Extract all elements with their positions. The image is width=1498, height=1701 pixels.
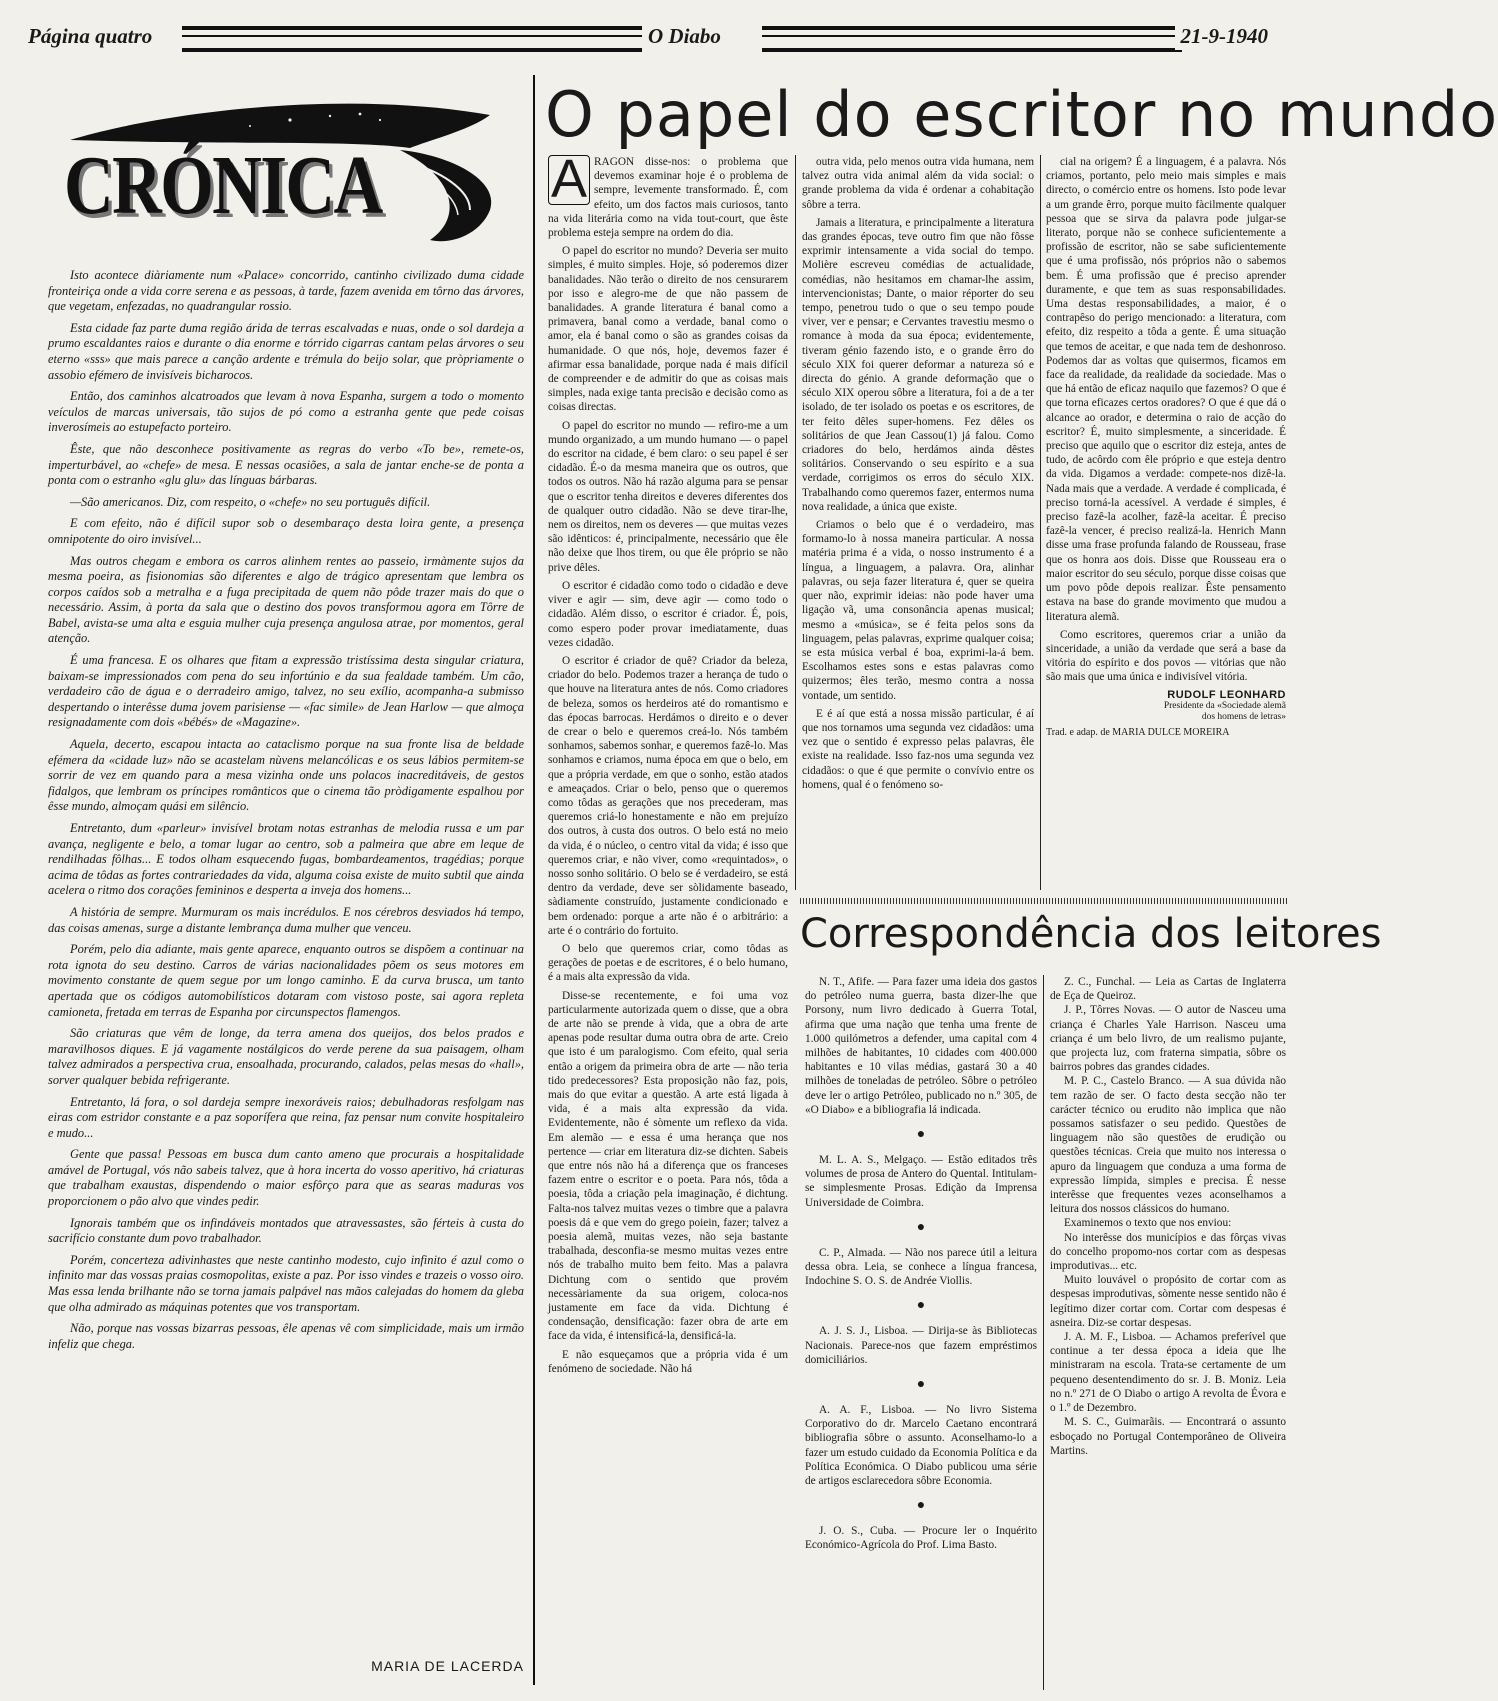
paragraph: A. J. S. J., Lisboa. — Dirija-se às Bibliotecas Nacionais. Parece-nos que fazem empréstimos domiciliários.	[805, 1325, 1037, 1366]
paragraph: O papel do escritor no mundo — refiro-me a um mundo organizado, a um mundo humano — o papel do escritor na cidade, é bem claro: o seu papel é ser cidadão. É-o da mesma maneira que os outros, que todos os outros. Não há razão alguma para se pensar que o escritor tenha direitos e deveres diferentes dos de qualquer outro cidadão. Não se deve tirar-lhe, nem os direitos, nem os deveres — que muitas vezes são idênticos: é, principalmente, necessário que êle não deixe que lhos tirem, ou que êle próprio se não prive dêles.	[548, 419, 788, 574]
paragraph: Entretanto, lá fora, o sol dardeja sempre inexoráveis raios; debulhadoras resfolgam nas eiras com estridor constante e a paz soporífera que reina, faz pensar num convite hospitaleiro e mudo...	[48, 1094, 524, 1140]
signature-name: RUDOLF LEONHARD	[1167, 688, 1286, 701]
paragraph: A. A. F., Lisboa. — No livro Sistema Corporativo do dr. Marcelo Caetano encontrará bibliografia sôbre o assunto. Aconselhamo-lo a fazer um estudo cuidado da Economia Política e da Política Económica. O Diabo publicou uma série de artigos esclarecedora sôbre Economia.	[805, 1404, 1037, 1488]
paragraph: C. P., Almada. — Não nos parece útil a leitura dessa obra. Leia, se conhece a língua francesa, Indochine S. O. S. de Andrée Viollis.	[805, 1246, 1037, 1288]
paragraph: São criaturas que vêm de longe, da terra amena dos queijos, dos belos prados e maravilhosos diques. E já vagamente nostálgicos do verde perene da sua paisagem, olham talvez admirados a perspectiva crua, ensoalhada, procurando, calados, pelas mesas do «hall», sorver qualquer bebida refrigerante.	[48, 1026, 524, 1087]
paragraph: E é aí que está a nossa missão particular, é aí que nos tornamos uma segunda vez cidadãos: uma vez que o sentido é expresso pelas palavras, êle existe na realidade. Isso faz-nos uma segunda vez cidadãos: o que é que permite o convívio entre os homens, qual é o fenómeno so-	[802, 707, 1034, 791]
article-title: O papel do escritor no mundo	[545, 78, 1498, 151]
cronica-author: MARIA DE LACERDA	[371, 1658, 524, 1674]
paragraph: Z. C., Funchal. — Leia as Cartas de Inglaterra de Eça de Queiroz.	[1050, 976, 1286, 1003]
paragraph: O belo que queremos criar, como tôdas as gerações de poetas e de escritores, é o belo humano, é a mais alta expressão da vida.	[548, 942, 788, 984]
paragraph: Mas outros chegam e embora os carros alinhem rentes ao passeio, irmàmente sujos da mesma poeira, as fisionomias são diferentes e algo de trágico apresentam que lembra os corpos caídos sob a metralha e a fuga precipitada de quem não pôde trazer mais do que o necessário. Assim, à porta da sala que o destino dos povos transformou agora em Tôrre de Babel, avista-se uma alta e esguia mulher cuja presença angulosa atrae, por momentos, geral atenção.	[48, 553, 524, 646]
translation-credit: Trad. e adap. de MARIA DULCE MOREIRA	[1046, 726, 1230, 738]
paragraph: M. L. A. S., Melgaço. — Estão editados três volumes de prosa de Antero do Quental. Intitulam-se simplesmente Prosas. Edição da Imprensa Universidade de Coimbra.	[805, 1154, 1037, 1209]
paragraph: Ignorais também que os infindáveis montados que atravessastes, são férteis à custa do sacrifício constante dum povo trabalhador.	[48, 1215, 524, 1246]
header-rule-left	[182, 26, 642, 52]
lead-text: RAGON disse-nos: o problema que devemos examinar hoje é o problema de sempre, levemente transformado. É, com efeito, um dos factos mais curiosos, tanto na vida literária como na vida tout-court, que êste problema esteja sempre na ordem do dia.	[548, 156, 788, 240]
article-col-2	[802, 155, 1034, 890]
paragraph: N. T., Afife. — Para fazer uma ideia dos gastos do petróleo numa guerra, basta dizer-lhe que Porsony, num livro dedicado à Guerra Total, afirma que uma nação que tenha uma frente de 1.000 quilómetros a defender, uma capital com 4 milhões de habitantes, 10 cidades com 400.000 habitantes e 10 vilas médias, gastará 30 a 40 milhões de toneladas de petróleo. Sôbre o petróleo deve ler o artigo Petróleo, publicado no n.º 305, de «O Diabo» e a bibliografia lá indicada.	[805, 976, 1037, 1116]
paragraph: Esta cidade faz parte duma região árida de terras escalvadas e nuas, onde o sol dardeja a prumo escaldantes raios e durante o dia enorme e tórrido cigarras cantam pelas árvores o seu eterno «sss» que mais parece a canção ardente e trémula do beijo solar, que pròpriamente o assobio efémero de invisíveis bicharocos.	[48, 320, 524, 382]
paragraph: outra vida, pelo menos outra vida humana, nem talvez outra vida animal além da vida social: o grande problema da vida é ordenar a cohabitação sôbre a terra.	[802, 156, 1034, 211]
paragraph: Êste, que não desconhece positivamente as regras do verbo «To be», remete-os, imperturbável, ao «chefe» de mesa. E nessas ocasiões, a sala de jantar enche-se de ponta a ponta com o estranho «glu glu» das línguas bárbaras.	[48, 441, 524, 488]
paragraph: Criamos o belo que é o verdadeiro, mas formamo-lo à nossa maneira particular. A nossa matéria prima é a vida, o nosso instrumento é a língua, a linguagem, a palavra. Ora, alinhar palavras, ou seja fazer literatura é, quer se queira quer não, exprimir ideias: não pode haver uma ligação vã, uma consonância apenas musical; mesmo a «música», se é feita pelos sons da linguagem, pelas palavras, exprime qualquer coisa; se esta música verbal é boa, exprimi-la-á bem. Escolhamos estes sons e estas palavras como quizermos; êles terão, mesmo contra a nossa vontade, um sentido.	[802, 519, 1034, 702]
paragraph: Gente que passa! Pessoas em busca dum canto ameno que procurais a hospitalidade amável de Portugal, vós não sabeis talvez, que à hora incerta do vosso aperitivo, há criaturas que trabalham exaustas, dispendendo o maior esfôrço para que as searas maduras vos proporcionem o pão alvo que vindes pedir.	[48, 1147, 524, 1209]
section-separator	[800, 898, 1288, 904]
correspondence-col-left	[805, 975, 1037, 1690]
paragraph: Isto acontece diàriamente num «Palace» concorrido, cantinho civilizado duma cidade fronteiriça onde a vida corre serena e as pessoas, à tarde, fazem avenida em tôrno das árvores, que vegetam, enfezadas, no quadrangular rossio.	[48, 268, 524, 314]
signature-role-1: Presidente da «Sociedade alemã	[1163, 700, 1286, 711]
paragraph: Examinemos o texto que nos enviou:	[1064, 1217, 1232, 1230]
drop-cap: A	[548, 155, 590, 205]
paragraph: O escritor é criador de quê? Criador da beleza, criador do belo. Podemos trazer a herança de tudo o que houve na literatura antes de nós. Como criadores de beleza, somos os herdeiros até do romantismo e das épocas barrocas. Herdámos o direito e o dever de crear o belo e queremos creá-lo. Nós também sonhamos, sabemos sonhar, e queremos fazê-lo. Mas sonhamos e criamos, numa época em que o belo, em que a própria verdade, em que o sonho, estão atados e ameaçados. Criar o belo, penso que o queremos como tôdas as gerações que nos precederam, mas queremos criá-lo honestamente e não em prejuízo dos outros, à custa dos outros. O belo está no meio da vida, é o núcleo, o centro vital da vida; é isso que queremos criar, e não viver, como «requintados», o nosso sonho solitário. O belo se é verdadeiro, se está dentro da verdade, deve ser sòlidamente baseado, sàdiamente construído, justamente condicionado e bem ordenado: porque a arte não é o arbitrário: a arte é o contrário do fortuito.	[548, 654, 788, 937]
correspondence-title: Correspondência dos leitores	[800, 911, 1382, 957]
paragraph: Como escritores, queremos criar a união da sinceridade, a união da verdade que será a base da vitória do espírito e dos povos — vitórias que não são mais que uma única e indivisível vitória.	[1046, 628, 1286, 684]
paragraph: Entretanto, dum «parleur» invisível brotam notas estranhas de melodia russa e um par avança, negligente e belo, a tomar lugar ao centro, sob a palmeira que abre em leque de rendilhadas fôlhas... E todos olham esquecendo fugas, bombardeamentos, tragédias; porque acima de tôdas as fortes contrariedades da vida, alguma coisa existe de muito subtil que ainda acelera o ritmo dos corações femininos e desperta a inveja dos homens...	[48, 821, 524, 898]
page-number: Página quatro	[22, 22, 158, 50]
paragraph: —São americanos. Diz, com respeito, o «chefe» no seu português difícil.	[70, 494, 431, 509]
paragraph: No interêsse dos municípios e das fôrças vivas do concelho propomo-nos cortar com as despesas improdutivas... etc.	[1050, 1231, 1286, 1273]
paragraph: O papel do escritor no mundo? Deveria ser muito simples, é muito simples. Hoje, só poderemos dizer banalidades. Não terão o direito de nos censurarem por isso e alegro-me de que não passem de banalidades. A grande literatura é banal como a primavera, banal como a verdade, banal como o amor, ela é banal como o são as grandes coisas da humanidade. O que nós, hoje, devemos fazer é afirmar essa banalidade, porque nada é mais difícil de compreender e de admitir do que as coisas mais simples, nada exige tanta precisão e decisão como as coisas directas.	[548, 245, 788, 414]
paragraph: Porém, concerteza adivinhastes que neste cantinho modesto, cujo infinito é azul como o infinito mar das vossas praias cosmopolitas, existe a paz. Por isso vindes e trazeis o vosso oiro. Mas essa lenda brilhante não se torna jamais palpável nas mãos calejadas do homem da gleba que olha admirado as máquinas potentes que vos transportam.	[48, 1252, 524, 1314]
paragraph: J. A. M. F., Lisboa. — Achamos preferível que continue a ter dessa época a ideia que lhe ministraram na escola. Trata-se certamente de um pequeno desentendimento do sr. J. B. Moniz. Leia no n.º 271 de O Diabo o artigo A revolta de Évora e o 1.º de Dezembro.	[1050, 1331, 1286, 1415]
paragraph: J. O. S., Cuba. — Procure ler o Inquérito Económico-Agrícola do Prof. Lima Basto.	[805, 1525, 1037, 1552]
correspondence-col-right	[1050, 975, 1286, 1690]
signature-role-2: dos homens de letras»	[1201, 711, 1286, 722]
separator-bullet-icon: ●	[916, 1377, 926, 1393]
masthead: O Diabo	[642, 22, 727, 50]
separator-bullet-icon: ●	[916, 1219, 926, 1235]
article-col-3	[1046, 155, 1286, 890]
paragraph: J. P., Tôrres Novas. — O autor de Nasceu uma criança é Charles Yale Harrison. Nasceu uma criança é um belo livro, de um realismo pujante, que projecta luz, com fraterna simpatia, sôbre os bairros pobres das grandes cidades.	[1050, 1004, 1286, 1074]
separator-bullet-icon: ●	[916, 1127, 926, 1143]
column-divider	[533, 75, 535, 1685]
header-rule-right	[762, 26, 1182, 52]
paragraph: cial na origem? É a linguagem, é a palavra. Nós criamos, portanto, pelo meio mais simples e mais directo, o comércio entre os homens. Isto pode levar a um grande êrro, porque muito fàcilmente qualquer pessoa que se sirva da palavra pode julgar-se literato, porque não se conhece suficientemente a profissão de escritor, não se sabe suficientemente que é uma profissão, nós próprios não o sabemos bem. É uma profissão que é preciso aprender duramente, e que tem as suas responsabilidades. Uma destas responsabilidades, a maior, é o contrapêso do perigo mencionado: a literatura, com efeito, diz respeito a tôda a gente. É uma situação que temos de aceitar, e que nada tem de deshonroso. Podemos dar as voltas que quisermos, ficamos em face da realidade, da realidade da sociedade. Mas o que há então de eficaz naquilo que fazemos? O que é que torna eficazes certos oradores? O que é que dá o alcance ao orador, e determina o raio de acção do escritor? É, muito simplesmente, a sinceridade. É preciso que aquilo que o escritor diz esteja, antes de tudo, de acôrdo com êle próprio e que esteja dentro da vida. Digamos a verdade: compete-nos dizê-la. Nada mais que a verdade. A verdade é complicada, é preciso torná-la acessível. A verdade é simples, é preciso fazê-la acolher, fazê-la aceitar. É preciso fazê-la vencer, é preciso realizá-la. Henrich Mann disse uma frase profunda falando de Rousseau, frase que os honra aos dois. Disse que Rousseau era o maior escritor do seu século, porque disse coisas que um povo pôde depois realizar. Êste pensamento estava na base do grande movimento que mudou a literatura alemã.	[1046, 156, 1286, 623]
separator-bullet-icon: ●	[916, 1298, 926, 1314]
paragraph: Jamais a literatura, e principalmente a literatura das grandes épocas, teve outro fim que não fôsse exprimir intensamente a vida social do tempo. Molière escreveu comédias de actualidade, comédias, não hesitamos em chamar-lhe assim, intervencionistas; Dante, o maior réporter do seu tempo, penetrou tudo o que o seu tempo poude viver, ver e pensar; e Cervantes travestiu mesmo o romance à moda da sua época; evidentemente, tiveram génio fazendo isto, e o grande êrro do século XIX foi querer deformar a natureza só e directa do génio. A grande deformação que o século XIX operou sôbre a literatura, foi a de a ter isolado, de ter isolado os poetas e os escritores, de ter feito dêles super-homens. Fez dêles os solitários de que Jean Cassou(1) já falou. Como criadores do belo, herdámos ainda dêstes solitários. Conservando o seu espírito e a sua verdade, corrigimos os erros do século XIX. Trabalhando como queremos fazer, entermos numa nova realidade, a única que existe.	[802, 216, 1034, 513]
paragraph: E com efeito, não é difícil supor sob o desembaraço desta loira gente, a presença omnipotente do oiro invisível...	[48, 516, 524, 546]
paragraph: E não esqueçamos que a própria vida é um fenómeno de sociedade. Não há	[548, 1348, 788, 1375]
paragraph: M. P. C., Castelo Branco. — A sua dúvida não tem razão de ser. O facto desta secção não ter carácter técnico ou erudito não implica que não possamos satisfazer o seu pedido. Questões de linguagem não são questões de erudição ou questões técnicas. Creia que muito nos interessa o apuro da linguagem que conduza a uma forma de expressão límpida, simples e precisa. É nesse interêsse que frequentes vezes aconselhamos a leitura dos nossos clássicos do humano.	[1050, 1075, 1286, 1216]
cronica-body	[48, 268, 524, 1358]
paragraph: Então, dos caminhos alcatroados que levam à nova Espanha, surgem a todo o momento veículos de marcas universais, tão sujos de pó como a estranha gente que pede coisas inverosímeis ao estupefacto porteiro.	[48, 389, 524, 435]
paragraph: Porém, pelo dia adiante, mais gente aparece, enquanto outros se dispõem a continuar na rota ignota do seu destino. Carros de várias nacionalidades põem os seus motores em movimento constante de quem segue por um longo caminho. E da curva brusca, um tanto apertada que os códigos automobilísticos dotaram com vistoso poste, sai agora repleta camioneta, fretada em terras de Espanha por circunspectos flamengos.	[48, 942, 524, 1019]
page-header	[22, 22, 1274, 52]
paragraph: M. S. C., Guimarãis. — Encontrará o assunto esboçado no Portugal Contemporâneo de Oliveira Martins.	[1050, 1416, 1286, 1457]
article-divider-1	[795, 155, 796, 890]
paragraph: O escritor é cidadão como todo o cidadão e deve viver e agir — sim, deve agir — como todo o cidadão. Além disso, o escritor é criador. É, pois, como espero poder provar imediatamente, duas vezes cidadão.	[548, 579, 788, 649]
paragraph: A história de sempre. Murmuram os mais incrédulos. E nos cérebros desviados há tempo, das coisas amenas, surge a distante lembrança duma mulher que venceu.	[48, 904, 524, 935]
article-divider-2	[1040, 155, 1041, 890]
cronica-banner	[50, 70, 520, 250]
article-col-1	[548, 149, 788, 1690]
paragraph: Disse-se recentemente, e foi uma voz particularmente autorizada quem o disse, que a obra de arte não se prende à vida, que a obra de arte apenas pode resultar duma outra obra de arte. Creio que isto é um paralogismo. Com efeito, qual seria então a origem da primeira obra de arte — não teria tido predecessores? Esta proposição não faz, pois, mais do que evitar a questão. A arte está ligada à vida, é a mais alta expressão da vida. Evidentemente, não é sòmente um reflexo da vida. Em alemão — e essa é uma herança que nos pertence — criar em literatura diz-se dichten. Sabeis que entre nós não há a diferença que os franceses fazem entre o escritor e o poeta. Para nós, tôda a poesia, tôda a criação pela imaginação, é dichtung. Falta-nos talvez muitas vezes o timbre que a palavra poesis dá e que vem do grego poiein, fazer; talvez a poesia alemã, muitas vezes, não seja bastante trabalhada, desconfia-se mesmo muitas vezes entre nós de trabalho muito bem feito. Mas a palavra Dichtung com o sentido que provém necessàriamente da sua origem, coloca-nos justamente em face da vida. Dichtung é condensação, densificação: fazer obra de arte em face da vida, é intensificá-la, densificá-la.	[548, 989, 788, 1343]
issue-date: 21-9-1940	[1175, 22, 1275, 50]
paragraph: Aquela, decerto, escapou intacta ao cataclismo porque na sua fronte lisa de beldade efémera da «cidade luz» não se acastelam nùvens melancólicas e os seus lábios permitem-se sorrir de vez em quando para a mesa vizinha onde uns polacos inacreditáveis, de gestos fidalgos, que lembram os príncipes românticos que o cinema tão pròdigamente espalhou por êsse mundo, almoçam quási em silêncio.	[48, 737, 524, 814]
paragraph: Muito louvável o propósito de cortar com as despesas improdutivas, sòmente nesse sentido não é legítimo dizer cortar com. Cortar com despesas é asneira. Diz-se cortar despesas.	[1050, 1274, 1286, 1329]
article-lead	[548, 149, 788, 240]
correspondence-divider	[1043, 975, 1044, 1690]
separator-bullet-icon: ●	[916, 1498, 926, 1514]
paragraph: É uma francesa. E os olhares que fitam a expressão tristíssima desta singular criatura, baixam-se impressionados com pena do seu infortúnio e da sua fealdade também. Um cão, verdadeiro cão de água e o derradeiro amigo, talvez, no seu exílio, acompanha-a submisso despertando o interêsse duma jovem parisiense — «fac simile» de Jean Harlow — que almoça resignadamente com dois «bébés» de «Magazine».	[48, 653, 524, 730]
cronica-title: CRÓNICA	[64, 139, 382, 232]
paragraph: Não, porque nas vossas bizarras pessoas, êle apenas vê com simplicidade, mais um irmão infeliz que chega.	[48, 1321, 524, 1351]
